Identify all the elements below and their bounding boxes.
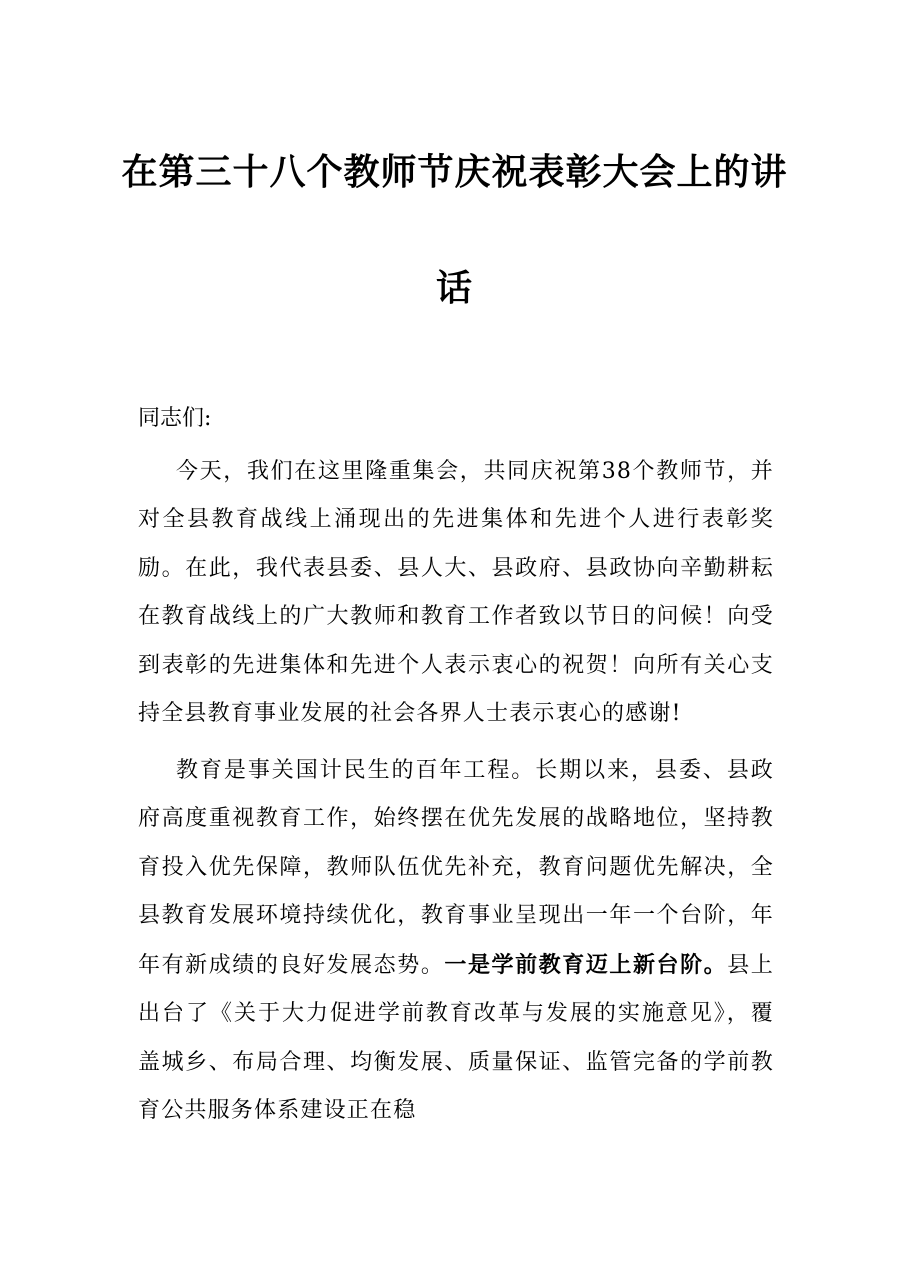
paragraph-2-intro: 教育是事关国计民生的百年工程。长期以来，县委、县政府高度重视教育工作，始终摆在优先发展的战略地位，坚持教育投入优先保障，教师队伍优先补充，教育问题优先解决，全县教育发展环境持续优化，教育事业呈现出一年一个台阶，年年有新成绩的良好发展态势。 bbox=[138, 757, 774, 978]
paragraph-2-bold-heading: 一是学前教育迈上新台阶。 bbox=[444, 951, 728, 978]
document-title-line-1: 在第三十八个教师节庆祝表彰大会上的讲 bbox=[121, 151, 788, 193]
paragraph-1: 今天，我们在这里隆重集会，共同庆祝第38个教师节，并对全县教育战线上涌现出的先进集体和先进个人进行表彰奖励。在此，我代表县委、县人大、县政府、县政协向辛勤耕耘在教育战线上的广大教师和教育工作者致以节日的问候！向受到表彰的先进集体和先进个人表示衷心的祝贺！向所有关心支持全县教育事业发展的社会各界人士表示衷心的感谢! bbox=[138, 458, 774, 726]
document-title-line-2: 话 bbox=[435, 267, 473, 309]
salutation: 同志们: bbox=[138, 406, 212, 431]
paragraph-2 bbox=[138, 747, 774, 1136]
document-body bbox=[138, 395, 774, 1136]
paragraph-2-continuation: 县上出台了《关于大力促进学前教育改革与发展的实施意见》，覆盖城乡、布局合理、均衡发展、质量保证、监管完备的学前教育公共服务体系建设正在稳 bbox=[138, 952, 774, 1123]
